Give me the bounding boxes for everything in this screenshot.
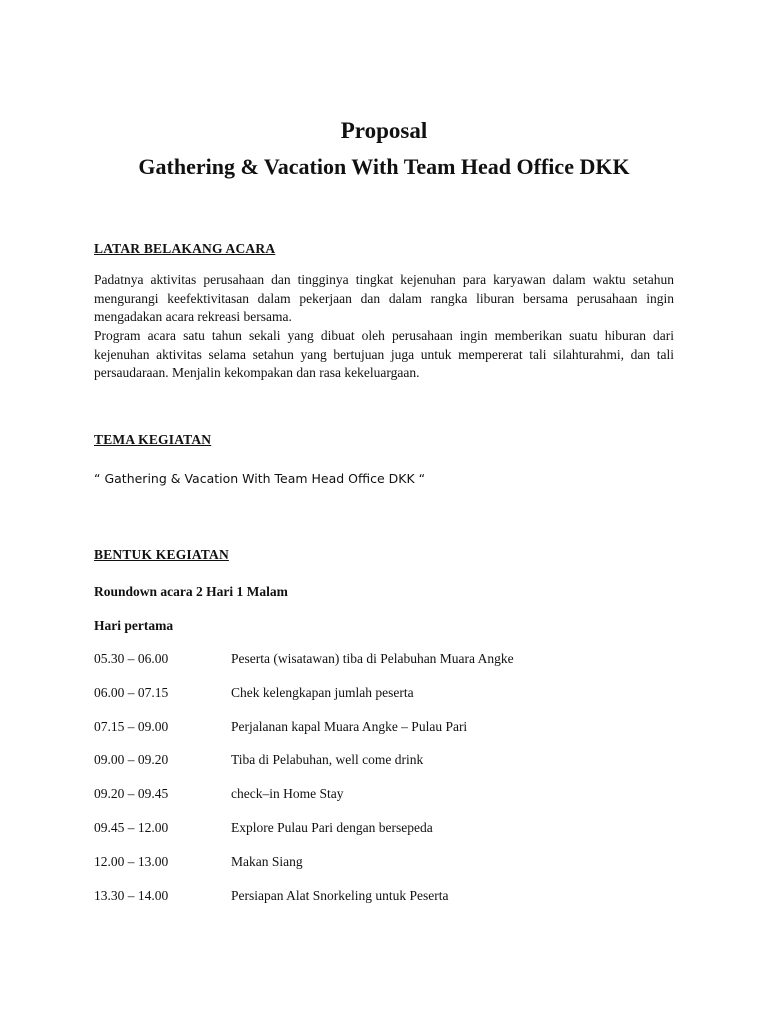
section-heading-bentuk: BENTUK KEGIATAN bbox=[94, 547, 229, 562]
document-subtitle: Gathering & Vacation With Team Head Office DKK bbox=[138, 154, 630, 179]
schedule-activity: Tiba di Pelabuhan, well come drink bbox=[231, 752, 424, 768]
schedule-activity: Persiapan Alat Snorkeling untuk Peserta bbox=[231, 887, 449, 903]
rundown-title: Roundown acara 2 Hari 1 Malam bbox=[94, 584, 288, 599]
schedule-list bbox=[94, 651, 694, 921]
schedule-row bbox=[94, 752, 694, 786]
schedule-row bbox=[94, 719, 694, 753]
schedule-activity: Perjalanan kapal Muara Angke – Pulau Pari bbox=[231, 718, 468, 734]
schedule-time: 09.45 – 12.00 bbox=[94, 819, 169, 835]
schedule-activity: Chek kelengkapan jumlah peserta bbox=[231, 684, 414, 700]
schedule-time: 07.15 – 09.00 bbox=[94, 718, 169, 734]
schedule-time: 05.30 – 06.00 bbox=[94, 651, 169, 666]
section-heading-tema: TEMA KEGIATAN bbox=[94, 432, 212, 447]
schedule-row bbox=[94, 854, 694, 888]
schedule-activity: Makan Siang bbox=[231, 853, 303, 869]
tema-text: “ Gathering & Vacation With Team Head Office DKK “ bbox=[94, 471, 426, 486]
schedule-row bbox=[94, 820, 694, 854]
day-title: Hari pertama bbox=[94, 618, 174, 633]
latar-belakang-paragraph-2: Program acara satu tahun sekali yang dibuat oleh perusahaan ingin memberikan suatu hiburan dari kejenuhan aktivitas selama setahun yang bertujuan juga untuk mempererat tali silahturahmi, dan tali persaudaraan. Menjalin kekompakan dan rasa kekeluargaan. bbox=[94, 328, 674, 380]
schedule-row bbox=[94, 685, 694, 719]
schedule-activity: check–in Home Stay bbox=[231, 786, 344, 802]
section-heading-latar-belakang: LATAR BELAKANG ACARA bbox=[94, 241, 276, 256]
schedule-time: 09.20 – 09.45 bbox=[94, 786, 169, 802]
document-title: Proposal bbox=[340, 118, 428, 143]
schedule-activity: Peserta (wisatawan) tiba di Pelabuhan Muara Angke bbox=[231, 651, 514, 666]
latar-belakang-paragraph-1: Padatnya aktivitas perusahaan dan tingginya tingkat kejenuhan para karyawan dalam waktu setahun mengurangi keefektivitasan dalam pekerjaan dan dalam rangka liburan bersama perusahaan ingin mengadakan acara rekreasi bersama. bbox=[94, 272, 674, 324]
schedule-row bbox=[94, 786, 694, 820]
schedule-time: 13.30 – 14.00 bbox=[94, 887, 169, 903]
schedule-time: 12.00 – 13.00 bbox=[94, 853, 169, 869]
schedule-row bbox=[94, 888, 694, 922]
schedule-row bbox=[94, 651, 694, 685]
schedule-time: 09.00 – 09.20 bbox=[94, 752, 169, 768]
schedule-activity: Explore Pulau Pari dengan bersepeda bbox=[231, 819, 433, 835]
schedule-time: 06.00 – 07.15 bbox=[94, 684, 169, 700]
